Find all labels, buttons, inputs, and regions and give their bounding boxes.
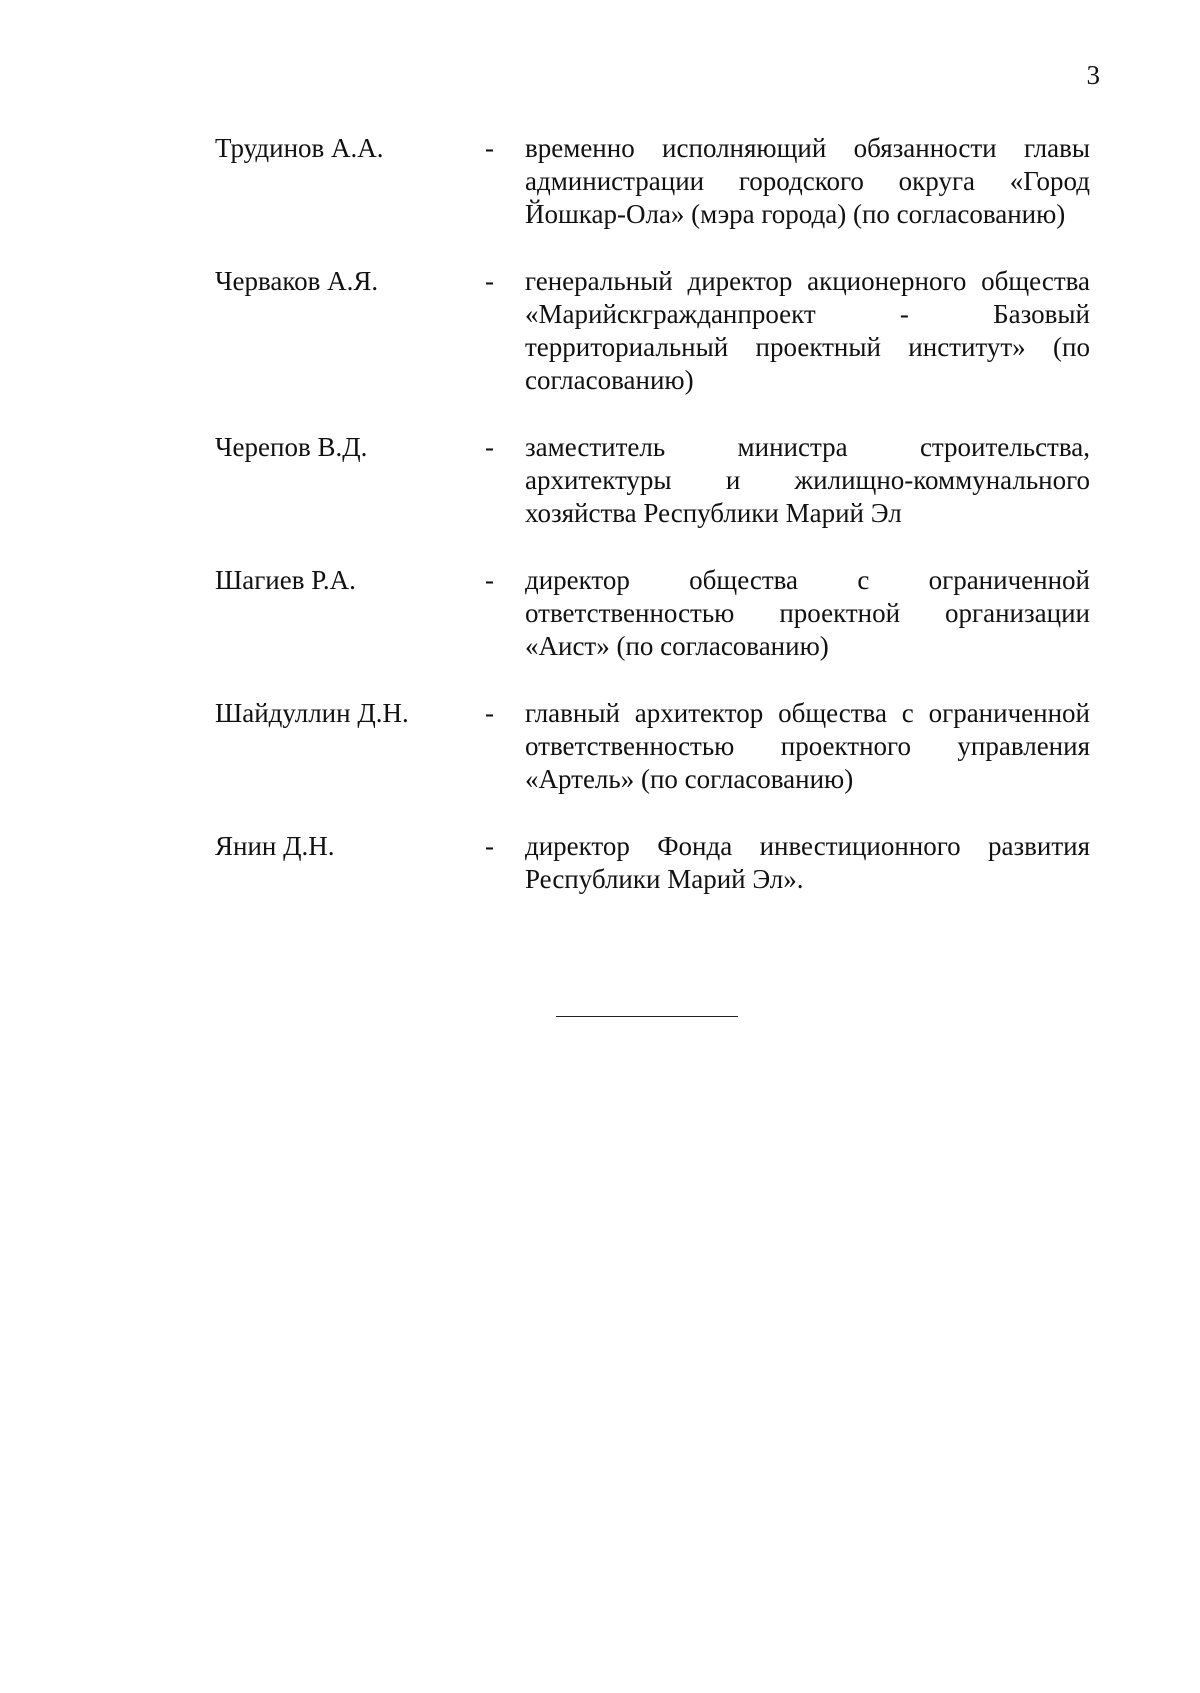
member-position: заместитель министра строительства, архитектуры и жилищно-коммунального хозяйства Республики Марий Эл	[525, 432, 1090, 528]
member-entry-cherepov	[215, 431, 1090, 530]
member-dash: -	[485, 565, 494, 595]
member-dash: -	[485, 133, 494, 163]
member-dash: -	[485, 266, 494, 296]
member-dash: -	[485, 831, 494, 861]
member-position: временно исполняющий обязанности главы администрации городского округа «Город Йошкар-Ола» (мэра города) (по согласованию)	[525, 133, 1090, 229]
member-position: директор общества с ограниченной ответственностью проектной организации «Аист» (по согласованию)	[525, 565, 1090, 661]
member-entry-shagiev	[215, 564, 1090, 663]
member-dash: -	[485, 432, 494, 462]
member-name: Черепов В.Д.	[215, 432, 368, 462]
member-name: Черваков А.Я.	[215, 266, 379, 296]
member-dash: -	[485, 698, 494, 728]
member-entry-shaydullin	[215, 697, 1090, 796]
member-name: Трудинов А.А.	[215, 133, 384, 163]
member-name: Янин Д.Н.	[215, 831, 335, 861]
member-position: главный архитектор общества с ограниченной ответственностью проектного управления «Артель» (по согласованию)	[525, 698, 1090, 794]
member-entry-yanin	[215, 830, 1090, 896]
member-entry-chervakov	[215, 265, 1090, 397]
member-position: генеральный директор акционерного общества «Марийскгражданпроект - Базовый территориальный проектный институт» (по согласованию)	[525, 266, 1090, 395]
member-position: директор Фонда инвестиционного развития Республики Марий Эл».	[525, 831, 1090, 894]
member-entry-trudinov	[215, 132, 1090, 231]
end-divider	[556, 1016, 738, 1017]
member-name: Шагиев Р.А.	[215, 565, 356, 595]
page-number: 3	[1086, 60, 1100, 90]
member-list	[215, 132, 1090, 930]
member-name: Шайдуллин Д.Н.	[215, 698, 409, 728]
